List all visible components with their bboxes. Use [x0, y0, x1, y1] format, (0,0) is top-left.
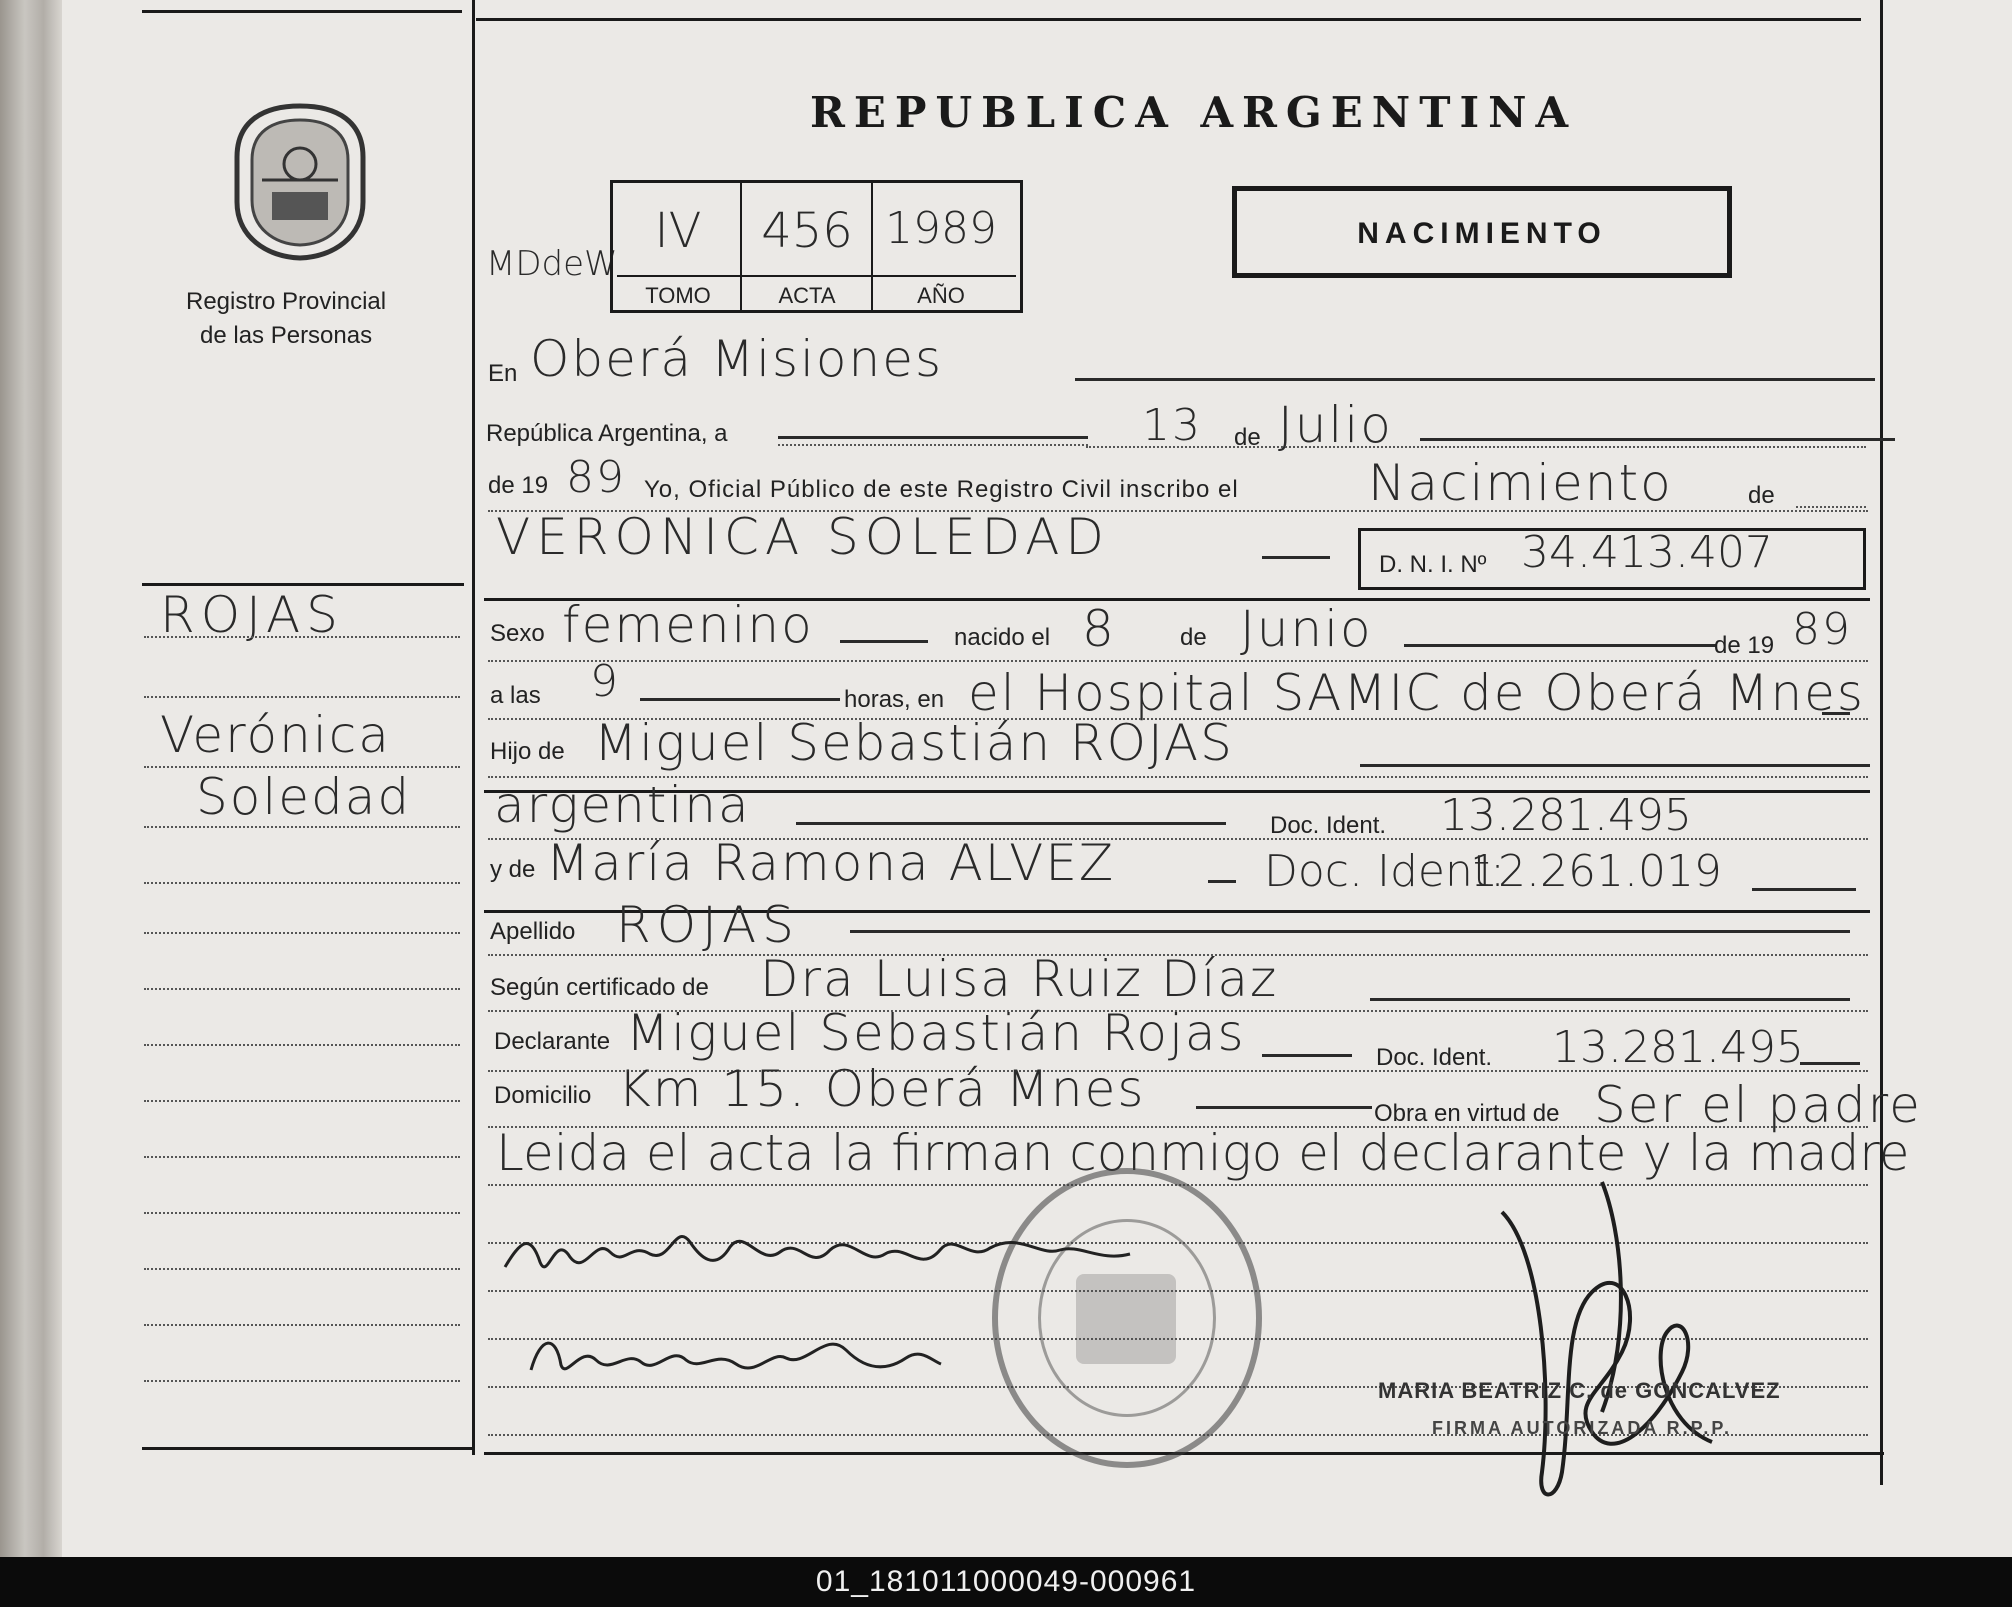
sexo-value: femenino	[562, 596, 814, 654]
margin-line	[144, 932, 460, 934]
margin-first-name: Verónica	[160, 706, 391, 764]
dotted-line	[1086, 446, 1866, 448]
margin-line	[144, 1268, 460, 1270]
fill-line	[1800, 1062, 1860, 1065]
label-en: En	[488, 360, 518, 387]
birth-place-value: el Hospital SAMIC de Oberá Mnes	[968, 664, 1865, 722]
image-caption: 01_181011000049-000961	[815, 1565, 1197, 1598]
registry-name-line2: de las Personas	[200, 322, 373, 349]
declarante-value: Miguel Sebastián Rojas	[626, 1004, 1246, 1062]
event-value: Nacimiento	[1368, 454, 1673, 512]
margin-line	[144, 636, 460, 638]
label-yde: y de	[490, 856, 536, 883]
margin-line	[144, 1324, 460, 1326]
fill-line	[1075, 378, 1875, 381]
fill-line	[1196, 1106, 1372, 1109]
margin-bottom-rule	[142, 1447, 474, 1450]
margin-line	[144, 988, 460, 990]
fill-line	[850, 930, 1850, 933]
label-declarante: Declarante	[494, 1028, 611, 1055]
fill-line	[1420, 438, 1895, 441]
official-signature	[1482, 1172, 1742, 1512]
margin-line	[144, 1380, 460, 1382]
margin-line	[144, 1100, 460, 1102]
fill-line	[1822, 712, 1850, 715]
year-suffix-value: 89	[566, 452, 626, 503]
father-nationality-value: argentina	[494, 776, 751, 834]
official-stamp-role: FIRMA AUTORIZADA R.P.P.	[1432, 1418, 1733, 1438]
tomo-value: IV	[654, 203, 702, 259]
certificado-value: Dra Luisa Ruiz Díaz	[760, 950, 1279, 1008]
margin-code: MDdeW	[486, 244, 618, 284]
label-alas: a las	[490, 682, 541, 709]
label-de-2: de	[1748, 482, 1775, 509]
father-doc-value: 13.281.495	[1440, 790, 1692, 841]
label-domicilio: Domicilio	[494, 1082, 592, 1109]
mother-doc-label: Doc. Ident:	[1264, 846, 1505, 897]
official-stamp-name: MARIA BEATRIZ C. de GONCALVEZ	[1378, 1378, 1781, 1403]
top-rule-right	[476, 18, 1861, 21]
fill-line	[796, 822, 1226, 825]
document-title: REPUBLICA ARGENTINA	[810, 88, 1578, 137]
birth-year-suffix: 89	[1792, 604, 1852, 655]
fill-line	[1404, 644, 1716, 647]
label-rule	[617, 275, 1016, 277]
place-value: Oberá Misiones	[530, 330, 944, 388]
fill-line	[1360, 764, 1870, 767]
margin-line	[144, 826, 460, 828]
label-dni: D. N. I. Nº	[1379, 551, 1487, 578]
label-doc: Doc. Ident.	[1270, 812, 1387, 839]
margin-second-name: Soledad	[196, 768, 412, 826]
dotted-line	[1796, 506, 1866, 508]
margin-line	[144, 1044, 460, 1046]
mother-value: María Ramona ALVEZ	[546, 834, 1116, 892]
image-caption-bar	[0, 1557, 2012, 1607]
declarante-doc-value: 13.281.495	[1552, 1022, 1804, 1073]
margin-line	[144, 882, 460, 884]
label-birth-year: de 19	[1714, 632, 1775, 659]
dotted-line	[488, 660, 1868, 662]
province-seal-icon	[228, 102, 373, 262]
month-value: Julio	[1278, 396, 1393, 454]
child-name-value: VERONICA SOLEDAD	[496, 508, 1110, 566]
birth-month-value: Junio	[1240, 600, 1373, 658]
mother-doc-value: 12.261.019	[1470, 846, 1722, 897]
hour-value: 9	[590, 656, 620, 707]
label-doc-2: Doc. Ident.	[1376, 1044, 1493, 1071]
fill-line	[1208, 880, 1236, 883]
fill-line	[1262, 556, 1330, 559]
dni-box	[1358, 528, 1866, 590]
margin-line	[144, 1212, 460, 1214]
label-republica: República Argentina, a	[486, 420, 728, 447]
fill-line	[840, 640, 928, 643]
father-value: Miguel Sebastián ROJAS	[594, 714, 1234, 772]
fill-line	[1370, 998, 1850, 1001]
dni-value: 34.413.407	[1521, 527, 1773, 578]
label-year-prefix: de 19	[488, 472, 549, 499]
label-horas: horas, en	[844, 686, 945, 713]
day-value: 13	[1142, 400, 1202, 451]
fill-line	[640, 698, 840, 701]
fill-line	[778, 436, 1088, 439]
label-obra: Obra en virtud de	[1374, 1100, 1560, 1127]
ano-label: AÑO	[917, 283, 965, 308]
label-apellido: Apellido	[490, 918, 576, 945]
acta-label: ACTA	[778, 283, 836, 308]
tomo-label: TOMO	[645, 283, 711, 308]
label-nacido: nacido el	[954, 624, 1051, 651]
registry-name-line1: Registro Provincial	[186, 288, 387, 315]
birth-day-value: 8	[1082, 600, 1116, 658]
obra-value: Ser el padre	[1594, 1076, 1922, 1134]
label-hijo: Hijo de	[490, 738, 565, 765]
acta-value: 456	[761, 203, 853, 259]
margin-line	[144, 696, 460, 698]
label-oficial: Yo, Oficial Público de este Registro Civil inscribo el	[644, 476, 1239, 503]
book-reference-box	[610, 180, 1023, 313]
certificate-type-box	[1232, 186, 1732, 278]
fill-line	[1262, 1054, 1352, 1057]
label-de-3: de	[1180, 624, 1207, 651]
fill-line	[1752, 888, 1856, 891]
father-signature	[500, 1212, 1140, 1292]
certificate-type: NACIMIENTO	[1357, 217, 1607, 250]
label-sexo: Sexo	[490, 620, 545, 647]
margin-surname: ROJAS	[160, 586, 344, 644]
dotted-line	[778, 444, 1088, 446]
apellido-value: ROJAS	[616, 896, 800, 954]
domicilio-value: Km 15. Oberá Mnes	[618, 1060, 1146, 1118]
margin-line	[144, 1156, 460, 1158]
label-segun: Según certificado de	[490, 974, 709, 1001]
margin-line	[144, 766, 460, 768]
column-divider	[472, 0, 475, 1455]
ano-value: 1989	[885, 203, 997, 254]
top-rule-left	[142, 10, 462, 13]
book-spine	[0, 0, 62, 1557]
label-de: de	[1234, 424, 1261, 451]
closing-text: Leida el acta la firman conmigo el declarante y la madre	[496, 1124, 1910, 1182]
right-border	[1880, 0, 1883, 1485]
mother-signature	[526, 1320, 946, 1390]
